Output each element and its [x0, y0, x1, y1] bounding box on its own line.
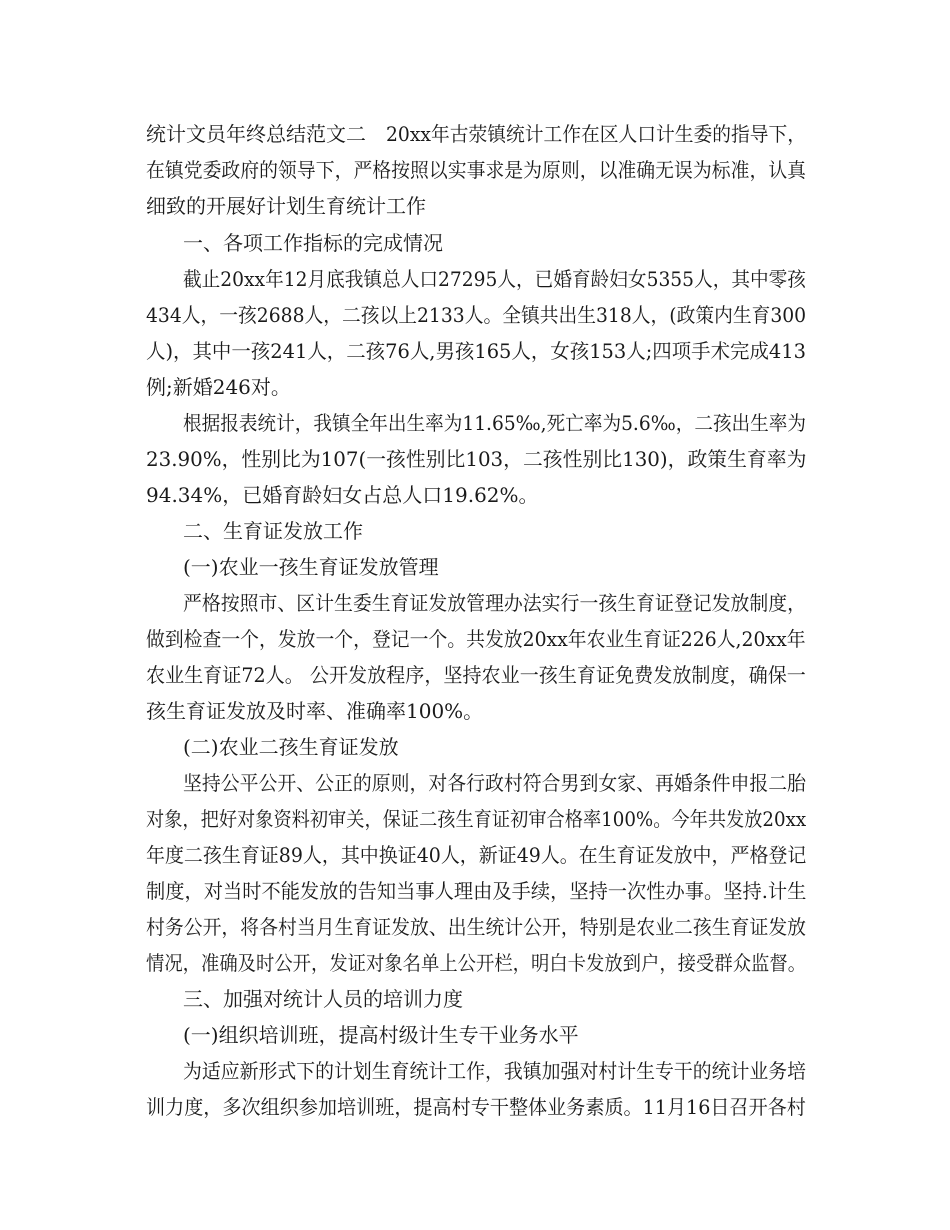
paragraph-line [0, 409, 950, 445]
section1-p1-line: 人)，其中一孩241人，二孩76人,男孩165人，女孩153人;四项手术完成413 [146, 339, 807, 363]
section2-sub1-heading: (一)农业一孩生育证发放管理 [183, 555, 439, 579]
subsection-heading [0, 733, 950, 769]
paragraph-line [0, 913, 950, 949]
subsection-heading [0, 1021, 950, 1057]
paragraph-line [0, 625, 950, 661]
section1-p1-line: 434人，一孩2688人，二孩以上2133人。全镇共出生318人，(政策内生育300 [146, 303, 807, 327]
paragraph-line [0, 445, 950, 481]
section1-p2-line: 根据报表统计，我镇全年出生率为11.65‰,死亡率为5.6‰，二孩出生率为 [183, 411, 807, 435]
intro-first-line: 20xx年古荥镇统计工作在区人口计生委的指导下， [386, 122, 807, 146]
paragraph-line [0, 156, 950, 192]
section1-heading: 一、各项工作指标的完成情况 [183, 231, 443, 255]
section2-sub2-line: 年度二孩生育证89人，其中换证40人，新证49人。在生育证发放中，严格登记 [146, 843, 807, 867]
paragraph-line [0, 589, 950, 625]
section3-heading: 三、加强对统计人员的培训力度 [183, 987, 463, 1011]
section1-p1-line: 截止20xx年12月底我镇总人口27295人，已婚育龄妇女5355人，其中零孩 [183, 267, 806, 291]
section3-sub1-line: 训力度，多次组织参加培训班，提高村专干整体业务素质。11月16日召开各村 [146, 1095, 806, 1119]
paragraph-line [0, 805, 950, 841]
section2-heading: 二、生育证发放工作 [183, 519, 363, 543]
section2-sub2-line: 制度，对当时不能发放的告知当事人理由及手续，坚持一次性办事。坚持.计生 [146, 879, 807, 903]
section3-sub1-line: 为适应新形式下的计划生育统计工作，我镇加强对村计生专干的统计业务培 [183, 1059, 806, 1083]
intro-line: 在镇党委政府的领导下，严格按照以实事求是为原则，以准确无误为标准，认真 [146, 158, 807, 182]
document-title: 统计文员年终总结范文二 [146, 122, 366, 146]
paragraph-line [0, 301, 950, 337]
section1-p2-line: 23.90%，性别比为107(一孩性别比103，二孩性别比130)，政策生育率为 [146, 447, 807, 471]
paragraph-line [0, 769, 950, 805]
intro-line: 细致的开展好计划生育统计工作 [146, 194, 426, 218]
section2-sub1-line: 孩生育证发放及时率、准确率100%。 [146, 699, 484, 723]
section2-sub2-line: 情况，准确及时公开，发证对象名单上公开栏，明白卡发放到户，接受群众监督。 [146, 951, 807, 975]
section-heading [0, 229, 950, 265]
section2-sub1-line: 严格按照市、区计生委生育证发放管理办法实行一孩生育证登记发放制度， [183, 591, 806, 615]
section3-sub1-heading: (一)组织培训班，提高村级计生专干业务水平 [183, 1023, 579, 1047]
section2-sub2-line: 坚持公平公开、公正的原则，对各行政村符合男到女家、再婚条件申报二胎 [183, 771, 806, 795]
paragraph-line [0, 1057, 950, 1093]
section-heading [0, 985, 950, 1021]
paragraph-line [0, 337, 950, 373]
section2-sub1-line: 农业生育证72人。 公开发放程序，坚持农业一孩生育证免费发放制度，确保一 [146, 663, 806, 687]
paragraph-line [0, 1093, 950, 1129]
section2-sub1-line: 做到检查一个，发放一个，登记一个。共发放20xx年农业生育证226人,20xx年 [146, 627, 806, 651]
paragraph-line [0, 841, 950, 877]
section2-sub2-heading: (二)农业二孩生育证发放 [183, 735, 399, 759]
section-heading [0, 517, 950, 553]
paragraph-line [0, 373, 950, 409]
section2-sub2-line: 村务公开，将各村当月生育证发放、出生统计公开，特别是农业二孩生育证发放 [146, 915, 807, 939]
subsection-heading [0, 553, 950, 589]
section1-p2-line: 94.34%，已婚育龄妇女占总人口19.62%。 [146, 483, 539, 507]
paragraph-line [0, 265, 950, 301]
paragraph-line [0, 481, 950, 517]
section1-p1-line: 例;新婚246对。 [146, 375, 291, 399]
section2-sub2-line: 对象，把好对象资料初审关，保证二孩生育证初审合格率100%。今年共发放20xx [146, 807, 807, 831]
paragraph-line [0, 661, 950, 697]
paragraph-line [0, 697, 950, 733]
title-line [0, 120, 950, 156]
paragraph-line [0, 949, 950, 985]
paragraph-line [0, 877, 950, 913]
paragraph-line [0, 192, 950, 228]
